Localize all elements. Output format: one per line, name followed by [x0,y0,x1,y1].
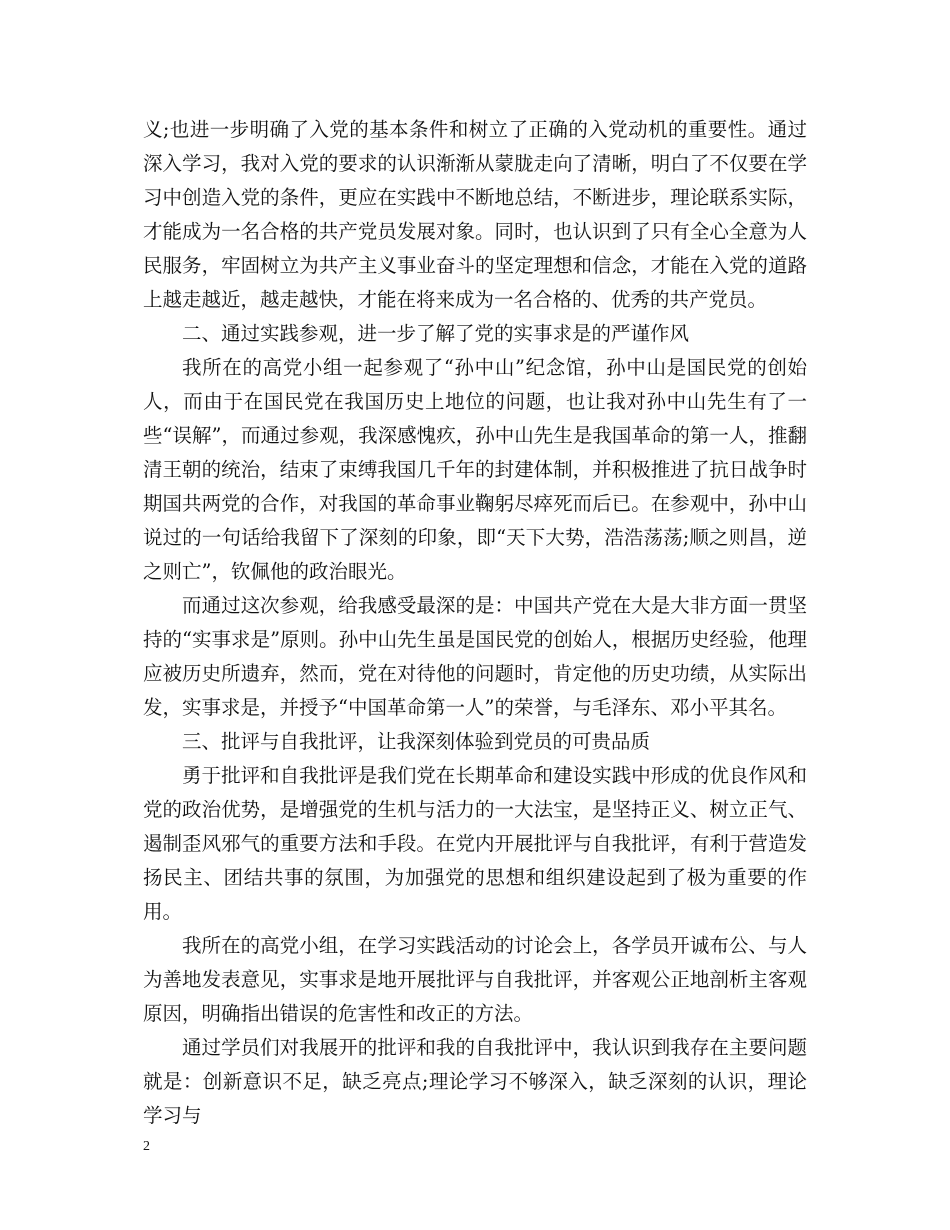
section-heading-3: 三、批评与自我批评，让我深刻体验到党员的可贵品质 [182,730,651,753]
paragraph-self-criticism: 通过学员们对我展开的批评和我的自我批评中，我认识到我存在主要问题就是：创新意识不足，缺乏亮点;理论学习不够深入，缺乏深刻的认识，理论学习与 [143,1036,807,1127]
page-number: 2 [143,1139,150,1154]
paragraph-continuation: 义;也进一步明确了入党的基本条件和树立了正确的入党动机的重要性。通过深入学习，我对入党的要求的认识渐渐从蒙胧走向了清晰，明白了不仅要在学习中创造入党的条件，更应在实践中不断地总结，不断进步，理论联系实际，才能成为一名合格的共产党员发展对象。同时，也认识到了只有全心全意为人民服务，牢固树立为共产主义事业奋斗的坚定理想和信念，才能在入党的道路上越走越近，越走越快，才能在将来成为一名合格的、优秀的共产党员。 [143,118,807,311]
paragraph-sun-yat-sen-visit: 我所在的高党小组一起参观了“孙中山”纪念馆，孙中山是国民党的创始人，而由于在国民党在我国历史上地位的问题，也让我对孙中山先生有了一些“误解”，而通过参观，我深感愧疚，孙中山先生是我国革命的第一人，推翻清王朝的统治，结束了束缚我国几千年的封建体制，并积极推进了抗日战争时期国共两党的合作，对我国的革命事业鞠躬尽瘁死而后已。在参观中，孙中山说过的一句话给我留下了深刻的印象，即“天下大势，浩浩荡荡;顺之则昌，逆之则亡”，钦佩他的政治眼光。 [143,356,807,583]
section-heading-2: 二、通过实践参观，进一步了解了党的实事求是的严谨作风 [182,322,690,345]
document-body [143,113,807,1133]
paragraph-criticism-value: 勇于批评和自我批评是我们党在长期革命和建设实践中形成的优良作风和党的政治优势，是增强党的生机与活力的一大法宝，是坚持正义、树立正气、遏制歪风邪气的重要方法和手段。在党内开展批评与自我批评，有利于营造发扬民主、团结共事的氛围，为加强党的思想和组织建设起到了极为重要的作用。 [143,764,807,923]
paragraph-seek-truth: 而通过这次参观，给我感受最深的是：中国共产党在大是大非方面一贯坚持的“实事求是”原则。孙中山先生虽是国民党的创始人，根据历史经验，他理应被历史所遗弃，然而，党在对待他的问题时，肯定他的历史功绩，从实际出发，实事求是，并授予“中国革命第一人”的荣誉，与毛泽东、邓小平其名。 [143,594,807,719]
paragraph-group-discussion: 我所在的高党小组，在学习实践活动的讨论会上，各学员开诚布公、与人为善地发表意见，实事求是地开展批评与自我批评，并客观公正地剖析主客观原因，明确指出错误的危害性和改正的方法。 [143,934,807,1025]
